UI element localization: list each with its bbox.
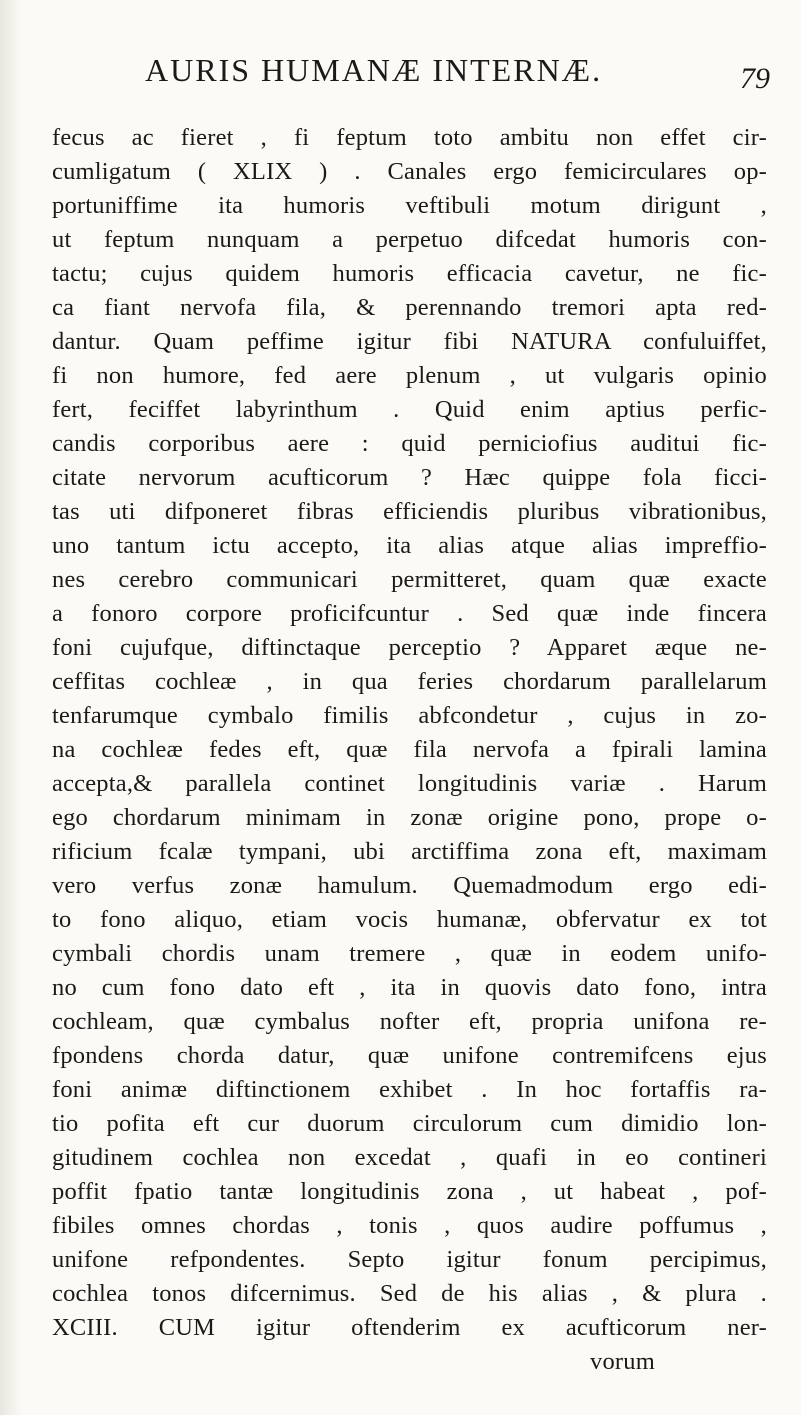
text-line: tas uti difponeret fibras efficiendis pluribus vibrationibus, <box>52 498 767 525</box>
text-line: na cochleæ fedes eft, quæ fila nervofa a fpirali lamina <box>52 736 767 763</box>
text-line: foni cujufque, diftinctaque perceptio ? Apparet æque ne- <box>52 634 767 661</box>
running-head <box>0 48 801 98</box>
text-line: a fonoro corpore proficifcuntur . Sed quæ inde fincera <box>52 600 767 627</box>
text-line: tactu; cujus quidem humoris efficacia cavetur, ne fic- <box>52 260 767 287</box>
text-line: no cum fono dato eft , ita in quovis dato fono, intra <box>52 974 767 1001</box>
page-number: 79 <box>740 62 770 95</box>
text-line: ceffitas cochleæ , in qua feries chordarum parallelarum <box>52 668 767 695</box>
text-line: ca fiant nervofa fila, & perennando tremori apta red- <box>52 294 767 321</box>
text-line: vero verfus zonæ hamulum. Quemadmodum ergo edi- <box>52 872 767 899</box>
text-line: accepta,& parallela continet longitudinis variæ . Harum <box>52 770 767 797</box>
text-line: fibiles omnes chordas , tonis , quos audire poffumus , <box>52 1212 767 1239</box>
text-line: uno tantum ictu accepto, ita alias atque alias impreffio- <box>52 532 767 559</box>
text-line: unifone refpondentes. Septo igitur fonum percipimus, <box>52 1246 767 1273</box>
text-line: ut feptum nunquam a perpetuo difcedat humoris con- <box>52 226 767 253</box>
text-line: tenfarumque cymbalo fimilis abfcondetur , cujus in zo- <box>52 702 767 729</box>
text-line: gitudinem cochlea non excedat , quafi in eo contineri <box>52 1144 767 1171</box>
text-line: to fono aliquo, etiam vocis humanæ, obfervatur ex tot <box>52 906 767 933</box>
text-line: rificium fcalæ tympani, ubi arctiffima zona eft, maximam <box>52 838 767 865</box>
text-line: candis corporibus aere : quid perniciofius auditui fic- <box>52 430 767 457</box>
page-gutter-shadow <box>0 0 22 1415</box>
text-line: tio pofita eft cur duorum circulorum cum dimidio lon- <box>52 1110 767 1137</box>
text-line: dantur. Quam peffime igitur fibi NATURA confuluiffet, <box>52 328 767 355</box>
text-line: fpondens chorda datur, quæ unifone contremifcens ejus <box>52 1042 767 1069</box>
text-line: XCIII. CUM igitur oftenderim ex acufticorum ner- <box>52 1314 767 1341</box>
text-line: portuniffime ita humoris veftibuli motum dirigunt , <box>52 192 767 219</box>
text-line: citate nervorum acufticorum ? Hæc quippe fola ficci- <box>52 464 767 491</box>
text-line: poffit fpatio tantæ longitudinis zona , ut habeat , pof- <box>52 1178 767 1205</box>
text-line: fert, feciffet labyrinthum . Quid enim aptius perfic- <box>52 396 767 423</box>
text-line: cochleam, quæ cymbalus nofter eft, propria unifona re- <box>52 1008 767 1035</box>
body-text <box>52 118 767 1393</box>
catchword: vorum <box>590 1348 655 1375</box>
text-line: fi non humore, fed aere plenum , ut vulgaris opinio <box>52 362 767 389</box>
running-title: AURIS HUMANÆ INTERNÆ. <box>145 52 603 88</box>
text-line: cochlea tonos difcernimus. Sed de his alias , & plura . <box>52 1280 767 1307</box>
text-line: cymbali chordis unam tremere , quæ in eodem unifo- <box>52 940 767 967</box>
text-line: nes cerebro communicari permitteret, quam quæ exacte <box>52 566 767 593</box>
text-line: fecus ac fieret , fi feptum toto ambitu non effet cir- <box>52 124 767 151</box>
text-line: cumligatum ( XLIX ) . Canales ergo femicirculares op- <box>52 158 767 185</box>
text-line: ego chordarum minimam in zonæ origine pono, prope o- <box>52 804 767 831</box>
text-line: foni animæ diftinctionem exhibet . In hoc fortaffis ra- <box>52 1076 767 1103</box>
